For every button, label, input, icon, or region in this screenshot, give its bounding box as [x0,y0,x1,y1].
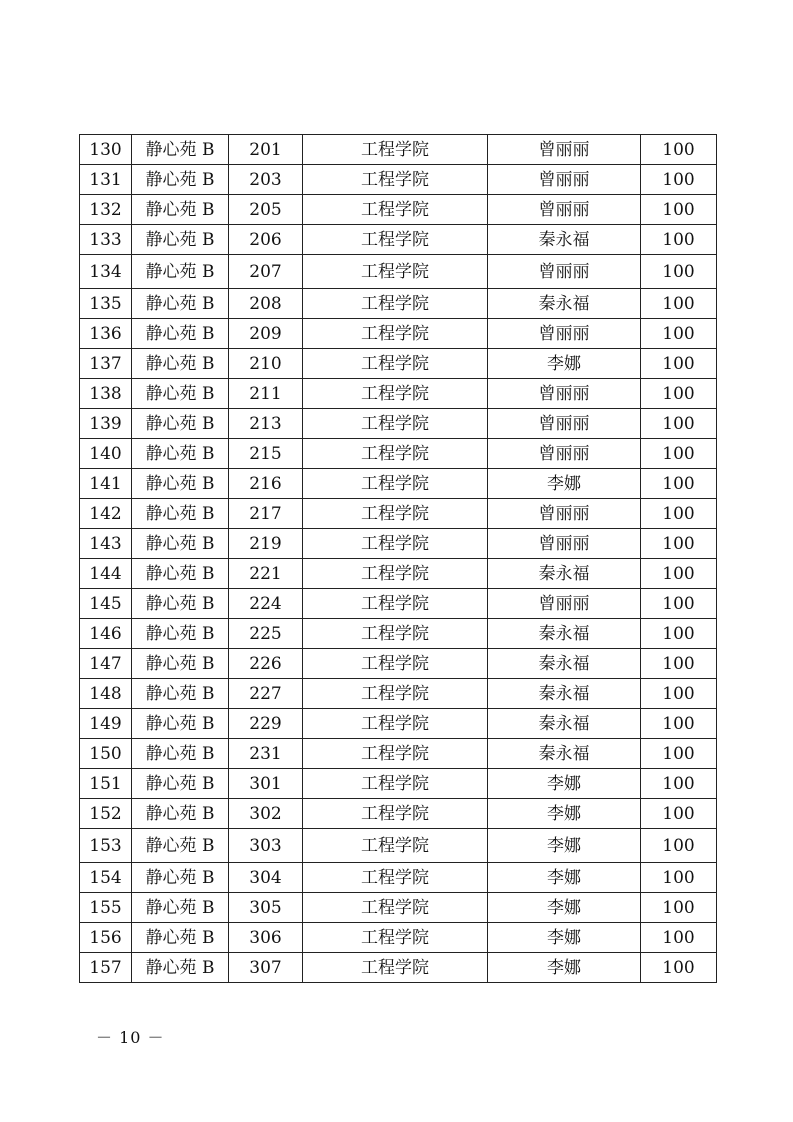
table-row [80,439,717,469]
room-number-cell: 201 [229,135,303,165]
building-cell: 静心苑 B [132,409,229,439]
table-row [80,195,717,225]
inspector-name-cell: 李娜 [488,829,641,863]
inspector-name-cell: 秦永福 [488,619,641,649]
table-row [80,649,717,679]
building-cell: 静心苑 B [132,799,229,829]
room-number-cell: 206 [229,225,303,255]
inspector-name-cell: 秦永福 [488,739,641,769]
building-cell: 静心苑 B [132,893,229,923]
table-row [80,255,717,289]
building-cell: 静心苑 B [132,469,229,499]
college-cell: 工程学院 [303,349,488,379]
building-cell: 静心苑 B [132,165,229,195]
college-cell: 工程学院 [303,953,488,983]
score-cell: 100 [641,469,717,499]
score-cell: 100 [641,165,717,195]
score-cell: 100 [641,529,717,559]
room-number-cell: 225 [229,619,303,649]
inspector-name-cell: 李娜 [488,469,641,499]
inspector-name-cell: 秦永福 [488,559,641,589]
room-number-cell: 305 [229,893,303,923]
row-number-cell: 131 [80,165,132,195]
college-cell: 工程学院 [303,135,488,165]
inspector-name-cell: 曾丽丽 [488,135,641,165]
inspector-name-cell: 李娜 [488,799,641,829]
building-cell: 静心苑 B [132,255,229,289]
inspector-name-cell: 曾丽丽 [488,165,641,195]
room-number-cell: 221 [229,559,303,589]
score-cell: 100 [641,195,717,225]
college-cell: 工程学院 [303,829,488,863]
row-number-cell: 143 [80,529,132,559]
building-cell: 静心苑 B [132,649,229,679]
row-number-cell: 139 [80,409,132,439]
score-cell: 100 [641,499,717,529]
table-row [80,799,717,829]
score-cell: 100 [641,679,717,709]
row-number-cell: 134 [80,255,132,289]
building-cell: 静心苑 B [132,499,229,529]
row-number-cell: 137 [80,349,132,379]
room-number-cell: 231 [229,739,303,769]
row-number-cell: 138 [80,379,132,409]
score-cell: 100 [641,319,717,349]
score-cell: 100 [641,255,717,289]
row-number-cell: 148 [80,679,132,709]
college-cell: 工程学院 [303,589,488,619]
inspector-name-cell: 曾丽丽 [488,255,641,289]
room-number-cell: 211 [229,379,303,409]
dormitory-score-table [79,134,717,983]
row-number-cell: 146 [80,619,132,649]
college-cell: 工程学院 [303,319,488,349]
college-cell: 工程学院 [303,499,488,529]
row-number-cell: 145 [80,589,132,619]
room-number-cell: 217 [229,499,303,529]
table-row [80,893,717,923]
score-cell: 100 [641,799,717,829]
building-cell: 静心苑 B [132,195,229,225]
score-cell: 100 [641,225,717,255]
score-cell: 100 [641,619,717,649]
inspector-name-cell: 秦永福 [488,289,641,319]
table-row [80,469,717,499]
table-row [80,529,717,559]
college-cell: 工程学院 [303,225,488,255]
building-cell: 静心苑 B [132,863,229,893]
room-number-cell: 219 [229,529,303,559]
score-cell: 100 [641,379,717,409]
score-cell: 100 [641,769,717,799]
table-row [80,225,717,255]
building-cell: 静心苑 B [132,289,229,319]
score-cell: 100 [641,135,717,165]
row-number-cell: 130 [80,135,132,165]
room-number-cell: 229 [229,709,303,739]
college-cell: 工程学院 [303,799,488,829]
inspector-name-cell: 李娜 [488,893,641,923]
college-cell: 工程学院 [303,529,488,559]
inspector-name-cell: 曾丽丽 [488,409,641,439]
college-cell: 工程学院 [303,469,488,499]
college-cell: 工程学院 [303,923,488,953]
building-cell: 静心苑 B [132,739,229,769]
row-number-cell: 152 [80,799,132,829]
inspector-name-cell: 李娜 [488,769,641,799]
inspector-name-cell: 李娜 [488,923,641,953]
room-number-cell: 215 [229,439,303,469]
row-number-cell: 136 [80,319,132,349]
table-row [80,739,717,769]
table-row [80,769,717,799]
table-row [80,709,717,739]
college-cell: 工程学院 [303,165,488,195]
room-number-cell: 213 [229,409,303,439]
table-row [80,379,717,409]
college-cell: 工程学院 [303,739,488,769]
table-row [80,499,717,529]
row-number-cell: 140 [80,439,132,469]
row-number-cell: 153 [80,829,132,863]
college-cell: 工程学院 [303,679,488,709]
college-cell: 工程学院 [303,439,488,469]
college-cell: 工程学院 [303,619,488,649]
building-cell: 静心苑 B [132,589,229,619]
table-row [80,559,717,589]
inspector-name-cell: 曾丽丽 [488,529,641,559]
room-number-cell: 210 [229,349,303,379]
building-cell: 静心苑 B [132,829,229,863]
table-row [80,829,717,863]
page-number: － 10 － [96,1028,165,1047]
score-cell: 100 [641,589,717,619]
building-cell: 静心苑 B [132,953,229,983]
room-number-cell: 307 [229,953,303,983]
college-cell: 工程学院 [303,255,488,289]
building-cell: 静心苑 B [132,135,229,165]
room-number-cell: 203 [229,165,303,195]
inspector-name-cell: 李娜 [488,863,641,893]
inspector-name-cell: 曾丽丽 [488,319,641,349]
room-number-cell: 306 [229,923,303,953]
row-number-cell: 157 [80,953,132,983]
score-cell: 100 [641,289,717,319]
table-row [80,923,717,953]
college-cell: 工程学院 [303,195,488,225]
row-number-cell: 151 [80,769,132,799]
table-row [80,679,717,709]
table-row [80,165,717,195]
inspector-name-cell: 曾丽丽 [488,589,641,619]
inspector-name-cell: 曾丽丽 [488,499,641,529]
room-number-cell: 303 [229,829,303,863]
building-cell: 静心苑 B [132,225,229,255]
inspector-name-cell: 曾丽丽 [488,439,641,469]
score-cell: 100 [641,863,717,893]
inspector-name-cell: 李娜 [488,953,641,983]
table-row [80,289,717,319]
college-cell: 工程学院 [303,649,488,679]
building-cell: 静心苑 B [132,379,229,409]
row-number-cell: 147 [80,649,132,679]
row-number-cell: 133 [80,225,132,255]
room-number-cell: 226 [229,649,303,679]
score-cell: 100 [641,829,717,863]
college-cell: 工程学院 [303,379,488,409]
table-row [80,619,717,649]
room-number-cell: 301 [229,769,303,799]
score-cell: 100 [641,923,717,953]
inspector-name-cell: 秦永福 [488,679,641,709]
room-number-cell: 209 [229,319,303,349]
room-number-cell: 216 [229,469,303,499]
room-number-cell: 205 [229,195,303,225]
building-cell: 静心苑 B [132,349,229,379]
building-cell: 静心苑 B [132,769,229,799]
table-row [80,409,717,439]
college-cell: 工程学院 [303,863,488,893]
building-cell: 静心苑 B [132,529,229,559]
building-cell: 静心苑 B [132,559,229,589]
building-cell: 静心苑 B [132,439,229,469]
table-row [80,349,717,379]
inspector-name-cell: 曾丽丽 [488,195,641,225]
room-number-cell: 207 [229,255,303,289]
row-number-cell: 149 [80,709,132,739]
score-cell: 100 [641,439,717,469]
inspector-name-cell: 秦永福 [488,225,641,255]
room-number-cell: 304 [229,863,303,893]
row-number-cell: 155 [80,893,132,923]
college-cell: 工程学院 [303,409,488,439]
table-row [80,589,717,619]
table-body [80,135,717,983]
row-number-cell: 132 [80,195,132,225]
table-row [80,953,717,983]
room-number-cell: 224 [229,589,303,619]
building-cell: 静心苑 B [132,923,229,953]
score-cell: 100 [641,953,717,983]
score-cell: 100 [641,409,717,439]
college-cell: 工程学院 [303,709,488,739]
row-number-cell: 141 [80,469,132,499]
room-number-cell: 208 [229,289,303,319]
table-row [80,863,717,893]
row-number-cell: 150 [80,739,132,769]
inspector-name-cell: 秦永福 [488,649,641,679]
row-number-cell: 156 [80,923,132,953]
score-cell: 100 [641,709,717,739]
inspector-name-cell: 李娜 [488,349,641,379]
inspector-name-cell: 曾丽丽 [488,379,641,409]
college-cell: 工程学院 [303,289,488,319]
college-cell: 工程学院 [303,769,488,799]
college-cell: 工程学院 [303,893,488,923]
building-cell: 静心苑 B [132,709,229,739]
score-cell: 100 [641,649,717,679]
building-cell: 静心苑 B [132,619,229,649]
table-row [80,135,717,165]
college-cell: 工程学院 [303,559,488,589]
score-cell: 100 [641,559,717,589]
room-number-cell: 227 [229,679,303,709]
inspector-name-cell: 秦永福 [488,709,641,739]
row-number-cell: 135 [80,289,132,319]
row-number-cell: 144 [80,559,132,589]
row-number-cell: 154 [80,863,132,893]
score-cell: 100 [641,349,717,379]
building-cell: 静心苑 B [132,319,229,349]
table-row [80,319,717,349]
building-cell: 静心苑 B [132,679,229,709]
row-number-cell: 142 [80,499,132,529]
score-cell: 100 [641,893,717,923]
room-number-cell: 302 [229,799,303,829]
score-cell: 100 [641,739,717,769]
